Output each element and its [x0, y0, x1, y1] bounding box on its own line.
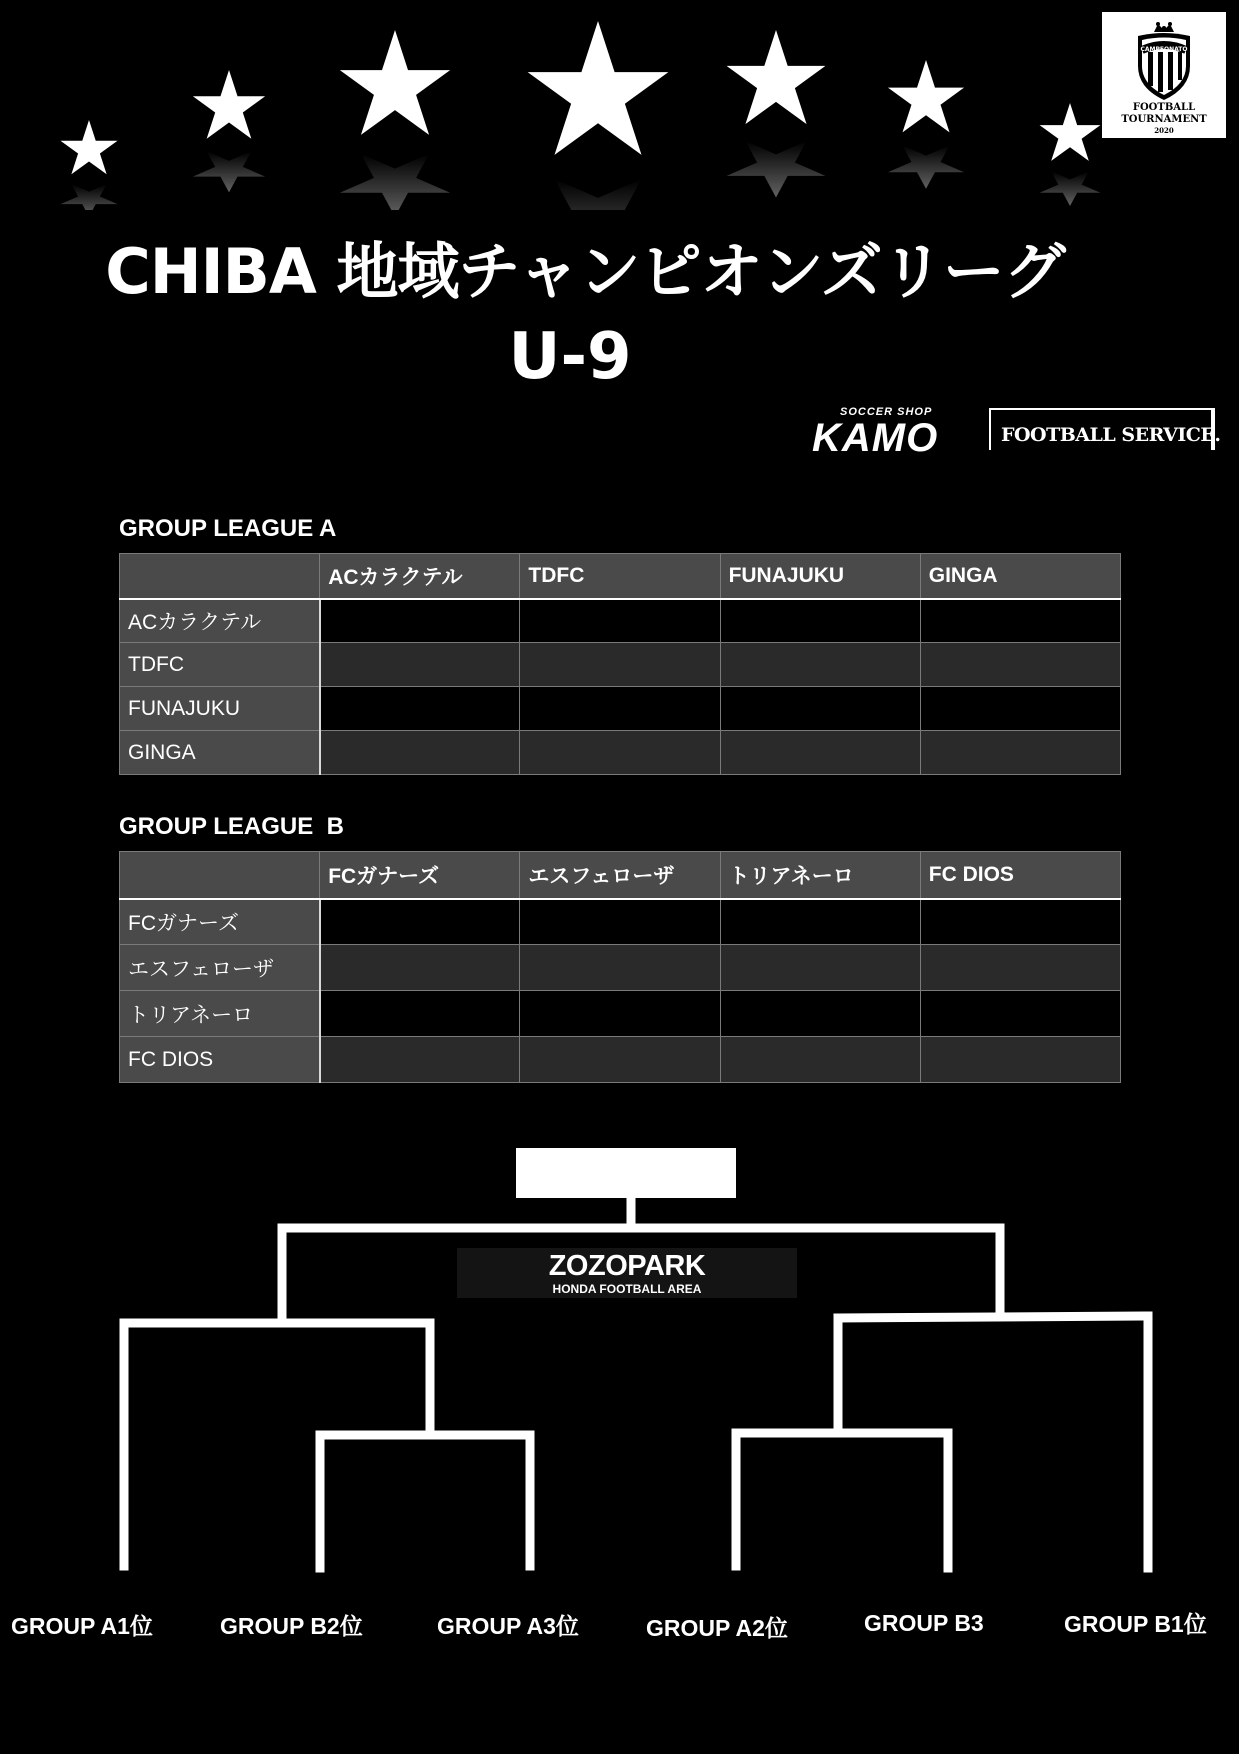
- table-row: [120, 599, 1121, 643]
- sponsor-football-service-logo: [989, 408, 1221, 450]
- seed-label: GROUP A3位: [437, 1613, 579, 1639]
- result-cell: [320, 1037, 520, 1083]
- group-b-table: [119, 851, 1121, 1083]
- result-cell: [520, 1037, 720, 1083]
- stars-graphic: [0, 0, 1239, 210]
- sponsor-kamo-logo: [812, 406, 962, 462]
- seed-label: GROUP A1位: [11, 1613, 153, 1639]
- seed-label: GROUP B3: [864, 1610, 984, 1636]
- result-cell: [720, 643, 920, 687]
- table-row: [120, 991, 1121, 1037]
- result-cell: [720, 1037, 920, 1083]
- tournament-crest-logo: [1102, 12, 1226, 138]
- result-cell: [720, 599, 920, 643]
- row-header: ACカラクテル: [120, 599, 320, 643]
- row-header: FC DIOS: [120, 1037, 320, 1083]
- page-title: CHIBA 地域チャンピオンズリーグ: [105, 235, 1065, 308]
- result-cell: [320, 599, 520, 643]
- row-header: GINGA: [120, 731, 320, 775]
- column-header: ACカラクテル: [320, 554, 520, 599]
- seed-label: GROUP B1位: [1064, 1611, 1207, 1637]
- kamo-small-text: SOCCER SHOP: [840, 406, 933, 418]
- table-row: [120, 1037, 1121, 1083]
- champion-box: [516, 1148, 736, 1198]
- group-b-title: GROUP LEAGUE B: [119, 813, 344, 840]
- column-header: FC DIOS: [920, 852, 1120, 899]
- table-row: [120, 731, 1121, 775]
- star-reflection: [340, 154, 450, 210]
- result-cell: [720, 945, 920, 991]
- page-subtitle: U-9: [508, 320, 632, 394]
- result-cell: [920, 599, 1120, 643]
- corner-cell: [120, 554, 320, 599]
- crest-banner-text: CAMPEONATO: [1140, 46, 1188, 53]
- result-cell: [520, 899, 720, 945]
- column-header: エスフェローザ: [520, 852, 720, 899]
- table-row: [120, 945, 1121, 991]
- star-icon: [888, 60, 964, 132]
- star-icon: [1040, 103, 1101, 161]
- star-reflection: [528, 179, 669, 210]
- result-cell: [320, 945, 520, 991]
- table-row: [120, 643, 1121, 687]
- result-cell: [320, 687, 520, 731]
- star-reflection: [1040, 171, 1101, 206]
- table-row: [120, 687, 1121, 731]
- result-cell: [520, 687, 720, 731]
- star-icon: [528, 21, 669, 155]
- result-cell: [320, 991, 520, 1037]
- star-icon: [727, 30, 826, 124]
- star-icon: [60, 120, 117, 174]
- result-cell: [920, 731, 1120, 775]
- column-header: TDFC: [520, 554, 720, 599]
- result-cell: [920, 687, 1120, 731]
- result-cell: [920, 991, 1120, 1037]
- kamo-big-text: KAMO: [812, 416, 939, 460]
- result-cell: [920, 643, 1120, 687]
- result-cell: [320, 731, 520, 775]
- table-header-row: [120, 852, 1121, 899]
- result-cell: [720, 899, 920, 945]
- star-reflection: [888, 145, 964, 188]
- crest-line1: FOOTBALL: [1132, 102, 1196, 113]
- table-header-row: [120, 554, 1121, 599]
- result-cell: [520, 731, 720, 775]
- star-icon: [340, 30, 450, 135]
- result-cell: [520, 643, 720, 687]
- tournament-bracket: [0, 1140, 1239, 1600]
- result-cell: [720, 687, 920, 731]
- crest-year: 2020: [1154, 126, 1174, 135]
- column-header: トリアネーロ: [720, 852, 920, 899]
- star-reflection: [60, 184, 117, 210]
- result-cell: [320, 643, 520, 687]
- seed-label: GROUP B2位: [220, 1613, 363, 1639]
- column-header: FCガナーズ: [320, 852, 520, 899]
- row-header: エスフェローザ: [120, 945, 320, 991]
- venue-subtitle: HONDA FOOTBALL AREA: [552, 1282, 702, 1296]
- result-cell: [520, 991, 720, 1037]
- star-reflection: [193, 151, 265, 192]
- column-header: FUNAJUKU: [720, 554, 920, 599]
- result-cell: [720, 731, 920, 775]
- group-a-table: [119, 553, 1121, 775]
- crest-line2: TOURNAMENT: [1121, 114, 1207, 125]
- table-row: [120, 899, 1121, 945]
- row-header: FCガナーズ: [120, 899, 320, 945]
- result-cell: [920, 945, 1120, 991]
- result-cell: [920, 899, 1120, 945]
- football-service-text: FOOTBALL SERVICE.: [1001, 424, 1221, 446]
- row-header: FUNAJUKU: [120, 687, 320, 731]
- shield-crown-crest-icon: [1132, 22, 1196, 102]
- row-header: トリアネーロ: [120, 991, 320, 1037]
- group-a-title: GROUP LEAGUE A: [119, 515, 337, 542]
- star-icon: [193, 70, 265, 139]
- venue-title: ZOZOPARK: [548, 1250, 706, 1282]
- corner-cell: [120, 852, 320, 899]
- result-cell: [320, 899, 520, 945]
- result-cell: [520, 945, 720, 991]
- venue-label: [457, 1248, 797, 1298]
- star-decoration: [0, 0, 1239, 210]
- result-cell: [520, 599, 720, 643]
- column-header: GINGA: [920, 554, 1120, 599]
- star-reflection: [727, 141, 826, 197]
- seed-label: GROUP A2位: [646, 1615, 788, 1641]
- row-header: TDFC: [120, 643, 320, 687]
- result-cell: [720, 991, 920, 1037]
- result-cell: [920, 1037, 1120, 1083]
